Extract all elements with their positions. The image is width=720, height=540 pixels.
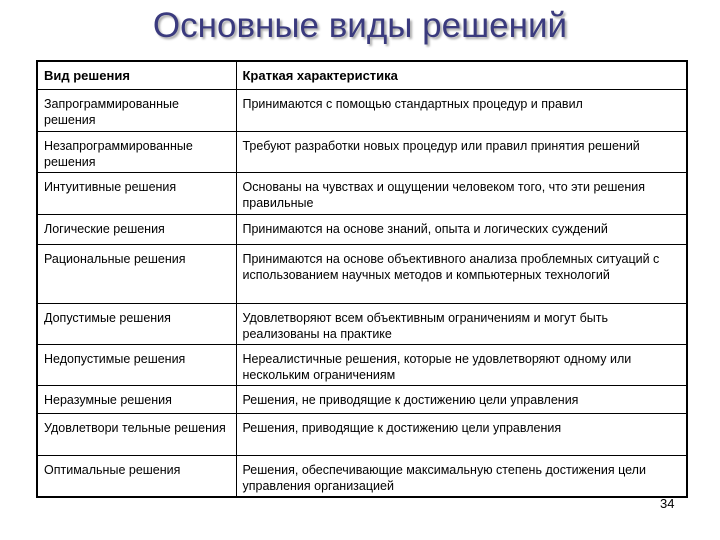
table-row	[37, 215, 687, 245]
description-cell: Решения, приводящие к достижению цели управления	[236, 414, 687, 456]
decision-type-cell: Интуитивные решения	[37, 173, 236, 215]
description-cell: Удовлетворяют всем объективным ограничениям и могут быть реализованы на практике	[236, 304, 687, 345]
description-cell: Основаны на чувствах и ощущении человеком того, что эти решения правильные	[236, 173, 687, 215]
table-row	[37, 414, 687, 456]
table-row	[37, 132, 687, 173]
slide-title: Основные виды решений	[152, 6, 568, 45]
description-cell: Нереалистичные решения, которые не удовлетворяют одному или нескольким ограничениям	[236, 345, 687, 386]
header-description: Краткая характеристика	[236, 61, 687, 90]
decision-type-cell: Оптимальные решения	[37, 456, 236, 497]
description-cell: Принимаются с помощью стандартных процедур и правил	[236, 90, 687, 132]
decision-type-cell: Логические решения	[37, 215, 236, 245]
table-row	[37, 386, 687, 414]
table-row	[37, 90, 687, 132]
description-cell: Решения, обеспечивающие максимальную степень достижения цели управления организацией	[236, 456, 687, 497]
table-header-row	[37, 61, 687, 90]
decision-type-cell: Недопустимые решения	[37, 345, 236, 386]
decision-type-cell: Незапрограммированные решения	[37, 132, 236, 173]
table-row	[37, 245, 687, 304]
description-cell: Решения, не приводящие к достижению цели управления	[236, 386, 687, 414]
decision-type-cell: Рациональные решения	[37, 245, 236, 304]
table-row	[37, 456, 687, 497]
decision-type-cell: Запрограммированные решения	[37, 90, 236, 132]
decision-type-cell: Допустимые решения	[37, 304, 236, 345]
description-cell: Принимаются на основе знаний, опыта и логических суждений	[236, 215, 687, 245]
decision-types-table	[36, 60, 688, 498]
table-row	[37, 304, 687, 345]
decision-type-cell: Неразумные решения	[37, 386, 236, 414]
table-row	[37, 173, 687, 215]
description-cell: Требуют разработки новых процедур или правил принятия решений	[236, 132, 687, 173]
page-number: 34	[660, 496, 675, 511]
header-decision-type: Вид решения	[37, 61, 236, 90]
decision-type-cell: Удовлетвори тельные решения	[37, 414, 236, 456]
table-row	[37, 345, 687, 386]
description-cell: Принимаются на основе объективного анализа проблемных ситуаций с использованием научных методов и компьютерных технологий	[236, 245, 687, 304]
